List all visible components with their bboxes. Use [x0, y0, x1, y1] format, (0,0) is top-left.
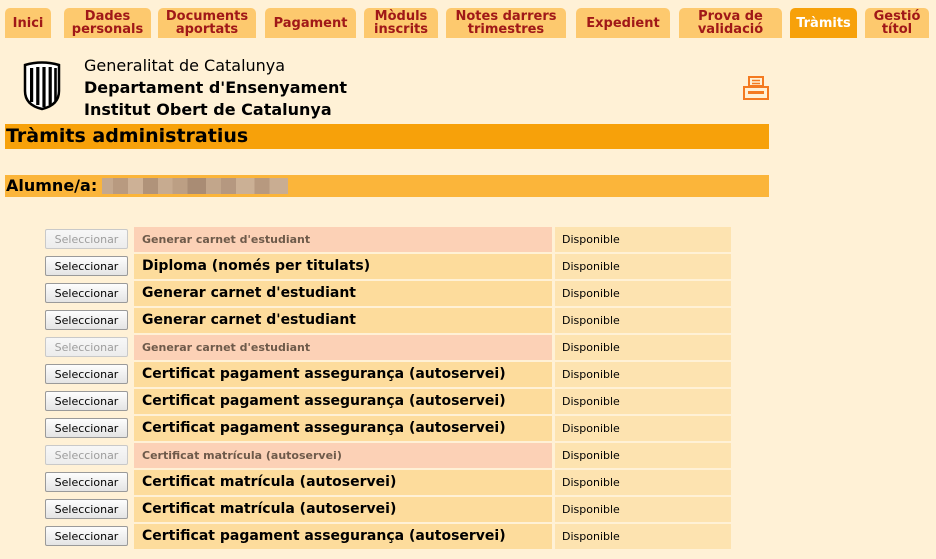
tab-dades-personals[interactable]: Dades personals [64, 8, 151, 38]
select-button[interactable]: Seleccionar [45, 499, 128, 519]
page-title: Tràmits administratius [5, 124, 769, 149]
catalan-shield-logo [22, 61, 62, 111]
procedure-name: Generar carnet d'estudiant [134, 281, 552, 306]
procedure-name: Diploma (només per titulats) [134, 254, 552, 279]
procedure-status: Disponible [555, 281, 731, 306]
table-row [45, 227, 731, 252]
select-button[interactable]: Seleccionar [45, 526, 128, 546]
procedure-status: Disponible [555, 524, 731, 549]
tab-inici[interactable]: Inici [5, 8, 51, 38]
procedure-name: Generar carnet d'estudiant [134, 227, 552, 252]
table-row [45, 308, 731, 333]
table-row [45, 335, 731, 360]
table-row [45, 524, 731, 549]
procedure-status: Disponible [555, 254, 731, 279]
table-row [45, 470, 731, 495]
tab-documents-aportats[interactable]: Documents aportats [158, 8, 256, 38]
procedure-name: Certificat pagament assegurança (autoservei) [134, 416, 552, 441]
tab-pagament[interactable]: Pagament [265, 8, 356, 38]
table-row [45, 254, 731, 279]
select-button[interactable]: Seleccionar [45, 337, 128, 357]
procedure-name: Certificat pagament assegurança (autoservei) [134, 389, 552, 414]
org-generalitat: Generalitat de Catalunya [84, 56, 286, 75]
select-button[interactable]: Seleccionar [45, 364, 128, 384]
tab-gestio-titol[interactable]: Gestió títol [865, 8, 929, 38]
select-button[interactable]: Seleccionar [45, 310, 128, 330]
select-button[interactable]: Seleccionar [45, 391, 128, 411]
procedure-status: Disponible [555, 416, 731, 441]
procedure-name: Certificat pagament assegurança (autoservei) [134, 524, 552, 549]
select-button[interactable]: Seleccionar [45, 472, 128, 492]
procedure-status: Disponible [555, 308, 731, 333]
org-departament: Departament d'Ensenyament [84, 78, 348, 97]
procedure-status: Disponible [555, 497, 731, 522]
procedure-name: Generar carnet d'estudiant [134, 308, 552, 333]
procedure-name: Certificat matrícula (autoservei) [134, 443, 552, 468]
table-row [45, 389, 731, 414]
table-row [45, 281, 731, 306]
procedure-name: Certificat matrícula (autoservei) [134, 470, 552, 495]
tab-notes-darrers-trimestres[interactable]: Notes darrers trimestres [446, 8, 566, 38]
tab-bar [0, 0, 936, 40]
org-institut: Institut Obert de Catalunya [84, 100, 332, 119]
procedure-name: Generar carnet d'estudiant [134, 335, 552, 360]
select-button[interactable]: Seleccionar [45, 445, 128, 465]
procedure-status: Disponible [555, 389, 731, 414]
select-button[interactable]: Seleccionar [45, 283, 128, 303]
tab-tramits[interactable]: Tràmits [790, 8, 857, 38]
table-row [45, 416, 731, 441]
tab-prova-de-validacio[interactable]: Prova de validació [679, 8, 782, 38]
procedure-status: Disponible [555, 227, 731, 252]
select-button[interactable]: Seleccionar [45, 256, 128, 276]
tab-expedient[interactable]: Expedient [576, 8, 670, 38]
table-row [45, 443, 731, 468]
procedure-name: Certificat matrícula (autoservei) [134, 497, 552, 522]
select-button[interactable]: Seleccionar [45, 418, 128, 438]
table-row [45, 497, 731, 522]
student-name-redacted [102, 178, 288, 194]
table-row [45, 362, 731, 387]
select-button[interactable]: Seleccionar [45, 229, 128, 249]
procedure-status: Disponible [555, 443, 731, 468]
procedure-status: Disponible [555, 470, 731, 495]
student-bar [5, 175, 769, 197]
tab-moduls-inscrits[interactable]: Mòduls inscrits [364, 8, 438, 38]
procedure-name: Certificat pagament assegurança (autoservei) [134, 362, 552, 387]
procedure-status: Disponible [555, 335, 731, 360]
printer-icon[interactable] [743, 76, 769, 100]
student-label: Alumne/a: [6, 176, 98, 195]
procedure-status: Disponible [555, 362, 731, 387]
